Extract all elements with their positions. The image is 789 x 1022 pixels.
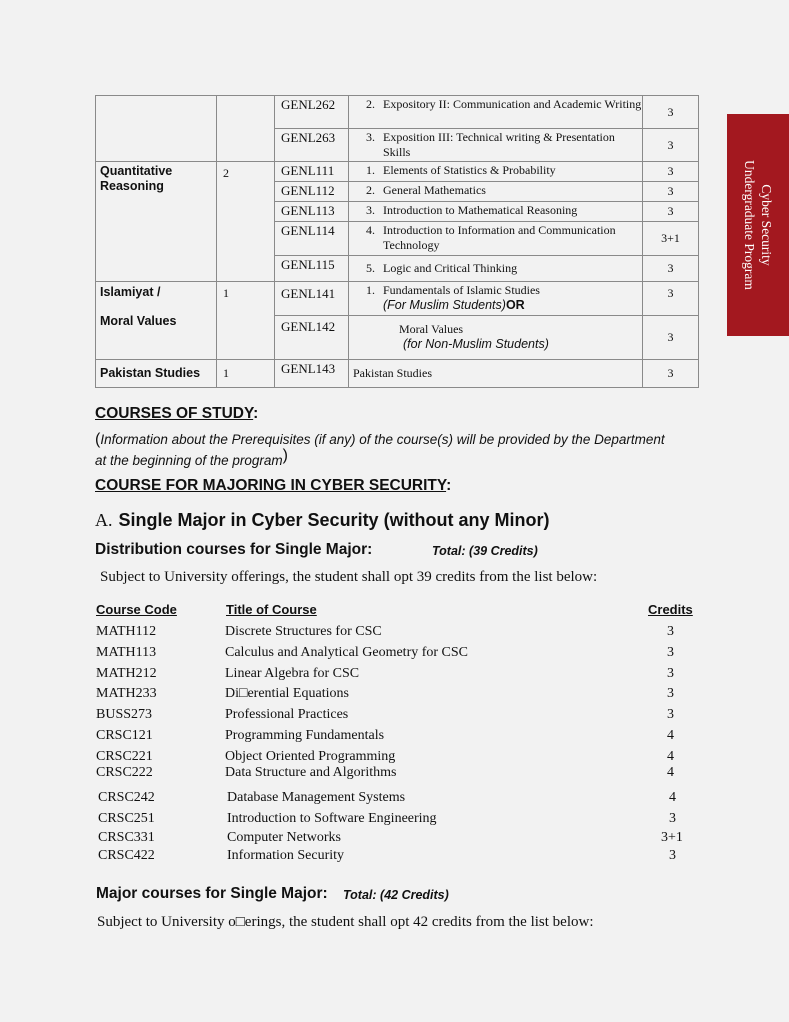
courses-heading-text: COURSES OF STUDY: [95, 405, 254, 422]
course-title: Calculus and Analytical Geometry for CSC: [225, 645, 469, 660]
course-title: Information Security: [227, 848, 345, 863]
or-label: OR: [505, 298, 525, 312]
course-code: BUSS273: [96, 707, 153, 722]
course-title-cell: [349, 129, 643, 162]
col-header-credits: Credits: [648, 602, 693, 617]
info-line1: Information about the Prerequisites (if any) of the course(s) will be provided by the Department: [100, 432, 665, 447]
course-title: Object Oriented Programming: [225, 749, 396, 764]
course-title: Introduction to Information and Communication Technology: [383, 223, 616, 252]
category-islamiyat: [96, 282, 217, 360]
table-row: [96, 162, 699, 182]
category-name: Quantitative: [100, 164, 173, 178]
course-code: GENL141: [275, 282, 349, 316]
course-title: Di□erential Equations: [225, 686, 349, 701]
course-title: Linear Algebra for CSC: [225, 666, 360, 681]
course-credits: 3: [667, 624, 674, 639]
category-name: Moral Values: [100, 314, 177, 328]
course-credits: 4: [667, 765, 674, 780]
course-title: Data Structure and Algorithms: [225, 765, 397, 780]
course-code: CRSC222: [96, 765, 153, 780]
course-credits: 4: [667, 728, 674, 743]
category-pakistan: Pakistan Studies: [96, 360, 217, 388]
course-code: MATH113: [96, 645, 157, 660]
course-code: CRSC221: [96, 749, 153, 764]
course-credits: 3: [643, 202, 699, 222]
table-row: [96, 96, 699, 129]
course-credits: 3: [643, 182, 699, 202]
side-tab: [727, 114, 789, 336]
course-title: Elements of Statistics & Probability: [383, 163, 556, 177]
course-code: GENL112: [275, 182, 349, 202]
course-code: CRSC422: [98, 848, 155, 863]
course-credits: 3: [643, 282, 699, 316]
course-code: CRSC251: [98, 811, 155, 826]
side-tab-line1: Cyber Security: [759, 184, 774, 266]
course-code: GENL142: [275, 316, 349, 360]
course-code: CRSC242: [98, 790, 155, 805]
course-title: Introduction to Mathematical Reasoning: [383, 203, 578, 217]
course-title: General Mathematics: [383, 183, 486, 197]
distribution-heading: Distribution courses for Single Major:: [95, 541, 373, 558]
major-courses-heading: Major courses for Single Major:: [96, 885, 328, 902]
course-credits: 3: [667, 645, 674, 660]
course-credits: 3: [667, 707, 674, 722]
course-credits: 3: [643, 316, 699, 360]
major-courses-total: Total: (42 Credits): [343, 888, 449, 902]
course-title-cell: [349, 202, 643, 222]
course-title: Moral Values: [399, 322, 464, 336]
course-title-cell: [349, 182, 643, 202]
course-code: GENL115: [275, 256, 349, 282]
section-a-heading: [95, 510, 550, 531]
course-title-cell: [349, 162, 643, 182]
course-title: Pakistan Studies: [349, 360, 643, 388]
course-title-cell: [349, 282, 643, 316]
course-code: MATH112: [96, 624, 157, 639]
item-number: 1.: [366, 163, 375, 177]
heading-colon: :: [446, 477, 452, 494]
item-number: 2.: [366, 97, 375, 111]
course-code: GENL114: [275, 222, 349, 256]
category-quantitative: [96, 162, 217, 282]
category-count: 2: [217, 162, 275, 282]
section-letter: A.: [95, 510, 113, 530]
course-title-block: [383, 283, 540, 313]
info-line2: at the beginning of the program: [95, 453, 283, 468]
section-title: Single Major in Cyber Security (without any Minor): [118, 510, 550, 530]
count-cell-empty: [217, 96, 275, 162]
course-title: Logic and Critical Thinking: [383, 261, 518, 275]
table-row: [96, 282, 699, 316]
course-title: Computer Networks: [227, 830, 341, 845]
majoring-heading-text: COURSE FOR MAJORING IN CYBER SECURITY: [95, 477, 447, 494]
course-credits: 3: [669, 848, 676, 863]
category-name: Reasoning: [100, 179, 164, 193]
course-code: CRSC331: [98, 830, 155, 845]
course-credits: 4: [667, 749, 674, 764]
item-number: 3.: [366, 130, 375, 144]
course-title-cell: [349, 96, 643, 129]
col-header-code: Course Code: [96, 602, 177, 617]
course-note: (for Non-Muslim Students): [403, 337, 549, 351]
course-title-cell: [349, 222, 643, 256]
majoring-heading: [95, 477, 451, 495]
course-title: Discrete Structures for CSC: [225, 624, 382, 639]
course-credits: 3: [667, 666, 674, 681]
distribution-total: Total: (39 Credits): [432, 544, 538, 558]
course-code: GENL262: [275, 96, 349, 129]
course-credits: 3: [643, 256, 699, 282]
course-title: Exposition III: Technical writing & Presentation Skills: [383, 130, 615, 159]
course-credits: 4: [669, 790, 676, 805]
course-credits: 3: [667, 686, 674, 701]
side-tab-label: [741, 160, 775, 290]
course-title: Expository II: Communication and Academic Writing: [383, 97, 642, 111]
course-code: GENL111: [275, 162, 349, 182]
item-number: 4.: [366, 223, 375, 237]
course-title-cell: [349, 256, 643, 282]
category-count: 1: [217, 360, 275, 388]
course-code: GENL113: [275, 202, 349, 222]
course-code: CRSC121: [96, 728, 153, 743]
distribution-text: Subject to University offerings, the student shall opt 39 credits from the list below:: [100, 569, 598, 585]
category-name: Islamiyat /: [100, 285, 161, 299]
courses-of-study-heading: [95, 405, 258, 423]
heading-colon: :: [253, 405, 259, 422]
general-courses-table: [95, 95, 699, 388]
course-credits: 3: [643, 162, 699, 182]
course-code: GENL143: [275, 360, 349, 388]
major-courses-text: Subject to University o□erings, the student shall opt 42 credits from the list below:: [97, 914, 594, 930]
table-row: [96, 360, 699, 388]
course-title-cell: [349, 316, 643, 360]
course-credits: 3+1: [643, 222, 699, 256]
course-credits: 3: [669, 811, 676, 826]
course-credits: 3: [643, 129, 699, 162]
course-code: MATH212: [96, 666, 157, 681]
info-close-paren: ): [282, 447, 288, 464]
course-title: Database Management Systems: [227, 790, 406, 805]
course-title: Programming Fundamentals: [225, 728, 385, 743]
info-open-paren: (: [95, 431, 101, 448]
side-tab-line2: Undergraduate Program: [742, 160, 757, 290]
col-header-title: Title of Course: [226, 602, 317, 617]
course-title: Fundamentals of Islamic Studies: [383, 283, 540, 297]
item-number: 5.: [366, 261, 375, 275]
course-code: MATH233: [96, 686, 157, 701]
course-note: (For Muslim Students): [383, 298, 506, 312]
item-number: 1.: [366, 283, 375, 297]
course-title: Professional Practices: [225, 707, 349, 722]
course-code: GENL263: [275, 129, 349, 162]
item-number: 2.: [366, 183, 375, 197]
category-count: 1: [217, 282, 275, 360]
course-credits: 3: [643, 96, 699, 129]
info-note: [95, 432, 715, 469]
course-credits: 3+1: [661, 830, 683, 845]
category-cell-empty: [96, 96, 217, 162]
course-credits: 3: [643, 360, 699, 388]
course-title: Introduction to Software Engineering: [227, 811, 437, 826]
item-number: 3.: [366, 203, 375, 217]
